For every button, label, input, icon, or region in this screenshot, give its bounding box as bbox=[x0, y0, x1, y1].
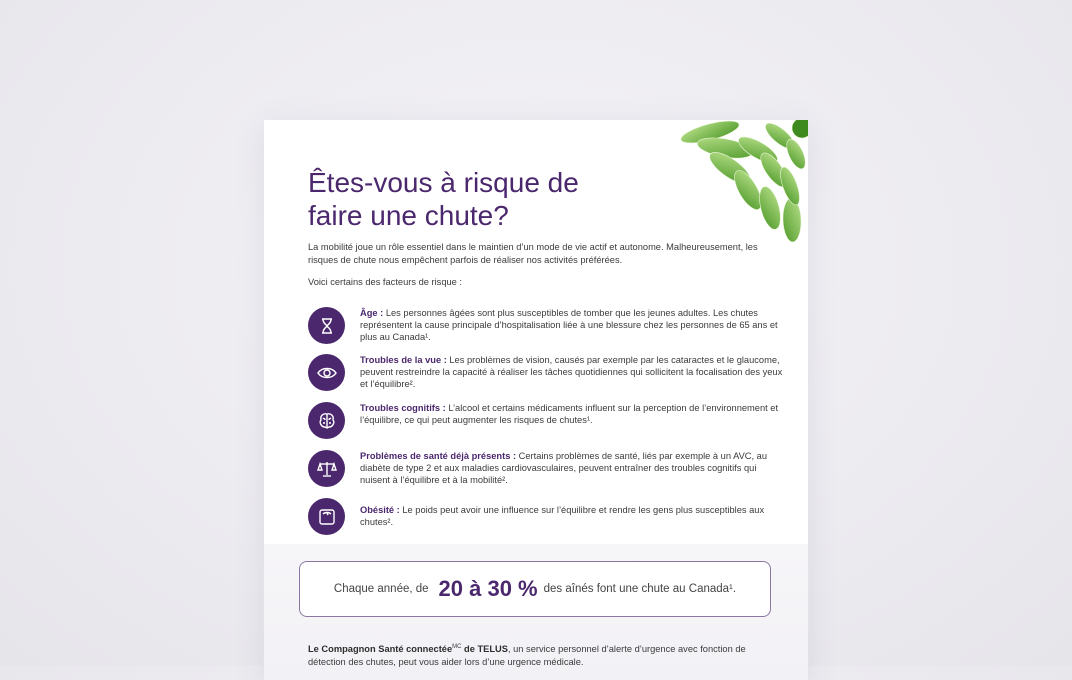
flower-image bbox=[670, 120, 808, 248]
risk-text bbox=[360, 450, 784, 486]
stat-callout bbox=[299, 561, 771, 617]
risk-label: Obésité : bbox=[360, 505, 400, 515]
stat-after-text: des aînés font une chute au Canada¹. bbox=[543, 583, 737, 595]
factors-intro: Voici certains des facteurs de risque : bbox=[308, 277, 462, 287]
risk-description: Certains problèmes de santé, liés par exemple à un AVC, au diabète de type 2 et aux maladies cardiovasculaires, peuvent entraîner des troubles cognitifs qui nuisent à l’équilibre et à la mobilité². bbox=[360, 451, 768, 485]
risk-text bbox=[360, 504, 784, 528]
risk-description: Les problèmes de vision, causés par exemple par les cataractes et le glaucome, peuvent restreindre la capacité à réaliser les tâches quotidiennes qui sollicitent la focalisation des yeux et l’équilibre². bbox=[360, 355, 783, 389]
stat-before-text: Chaque année, de bbox=[333, 583, 429, 595]
cta-product-name: Le Compagnon Santé connectée bbox=[308, 644, 453, 655]
cta-text: , un service personnel d’alerte d’urgence avec fonction de détection des chutes, peut vous aider lors d’une urgence médicale. bbox=[308, 644, 746, 668]
risk-text bbox=[360, 354, 784, 390]
intro-paragraph: La mobilité joue un rôle essentiel dans le maintien d’un mode de vie actif et autonome. Malheureusement, les risques de chute nous empêchent parfois de réaliser nos activités préférées. bbox=[308, 242, 758, 265]
stat-value: 20 à 30 % bbox=[438, 576, 538, 601]
risk-description: Le poids peut avoir une influence sur l’équilibre et rendre les gens plus susceptibles aux chutes². bbox=[360, 505, 765, 527]
risk-description: L’alcool et certains médicaments influent sur la perception de l’environnement et l’équilibre, ce qui peut augmenter les risques de chutes¹. bbox=[360, 403, 779, 425]
scale-icon bbox=[308, 450, 345, 487]
risk-label: Problèmes de santé déjà présents : bbox=[360, 451, 517, 461]
page-title bbox=[308, 166, 638, 232]
cta-trademark: MC bbox=[452, 644, 462, 650]
risk-description: Les personnes âgées sont plus susceptibles de tomber que les jeunes adultes. Les chutes représentent la cause principale d’hospitalisation liée à une blessure chez les personnes de 65 ans et plus au Canada¹. bbox=[360, 308, 778, 342]
eye-icon bbox=[308, 354, 345, 391]
lower-section bbox=[264, 544, 808, 680]
risk-label: Troubles cognitifs : bbox=[360, 403, 446, 413]
document-page bbox=[264, 120, 808, 680]
title-line-2: faire une chute? bbox=[308, 200, 509, 231]
risk-text bbox=[360, 307, 784, 343]
cta-brand: de TELUS bbox=[461, 644, 508, 655]
risk-text bbox=[360, 402, 784, 426]
brain-icon bbox=[308, 402, 345, 439]
risk-label: Âge : bbox=[360, 308, 384, 318]
weight-scale-icon bbox=[308, 498, 345, 535]
cta-paragraph bbox=[308, 641, 778, 669]
hourglass-icon bbox=[308, 307, 345, 344]
risk-label: Troubles de la vue : bbox=[360, 355, 447, 365]
title-line-1: Êtes-vous à risque de bbox=[308, 167, 579, 198]
